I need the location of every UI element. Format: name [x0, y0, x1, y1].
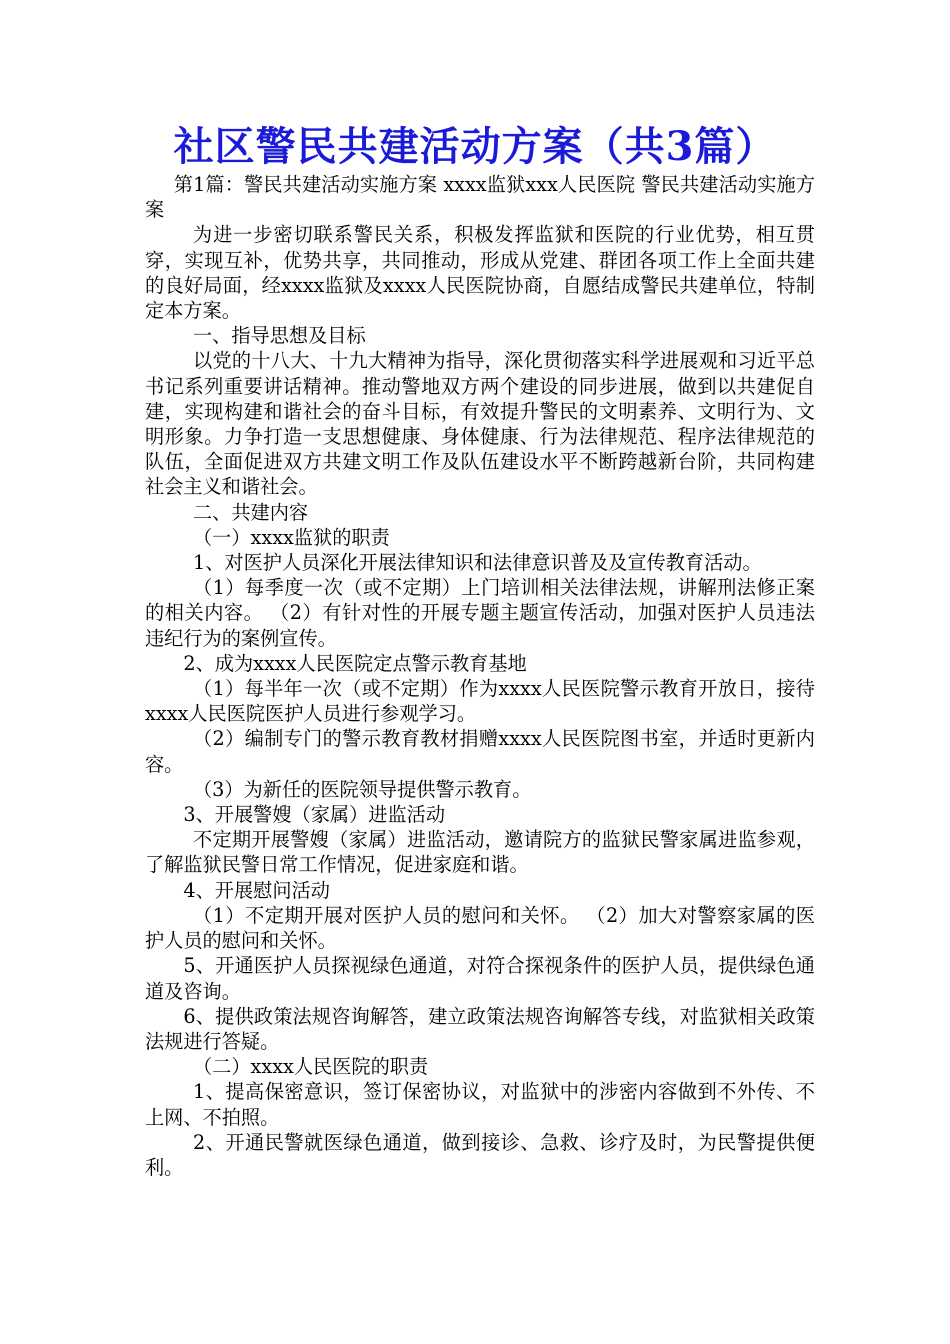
document-body — [145, 172, 815, 1180]
list-item: 2、开通民警就医绿色通道，做到接诊、急救、诊疗及时，为民警提供便利。 — [145, 1130, 815, 1179]
paragraph: 以党的十八大、十九大精神为指导，深化贯彻落实科学进展观和习近平总书记系列重要讲话精神。推动警地双方两个建设的同步进展，做到以共建促自建，实现构建和谐社会的奋斗目标，有效提升警民的文明素养、文明行为、文明形象。力争打造一支思想健康、身体健康、行为法律规范、程序法律规范的队伍，全面促进双方共建文明工作及队伍建设水平不断跨越新台阶，共同构建社会主义和谐社会。 — [145, 349, 815, 499]
paragraph: 为进一步密切联系警民关系，积极发挥监狱和医院的行业优势，相互贯穿，实现互补，优势共享，共同推动，形成从党建、群团各项工作上全面共建的良好局面，经xxxx监狱及xxxx人民医院协商，自愿结成警民共建单位，特制定本方案。 — [145, 223, 815, 323]
document-title: 社区警民共建活动方案（共3篇） — [173, 123, 777, 170]
list-item: 6、提供政策法规咨询解答，建立政策法规咨询解答专线，对监狱相关政策法规进行答疑。 — [145, 1004, 815, 1053]
list-item: （1）每半年一次（或不定期）作为xxxx人民医院警示教育开放日，接待xxxx人民医院医护人员进行参观学习。 — [145, 677, 815, 726]
list-item: 1、提高保密意识，签订保密协议，对监狱中的涉密内容做到不外传、不上网、不拍照。 — [145, 1080, 815, 1129]
subsection-heading: （二）xxxx人民医院的职责 — [193, 1055, 429, 1079]
list-item: （3）为新任的医院领导提供警示教育。 — [193, 777, 532, 801]
list-item: 1、对医护人员深化开展法律知识和法律意识普及及宣传教育活动。 — [193, 551, 762, 575]
list-item: （1）不定期开展对医护人员的慰问和关怀。 （2）加大对警察家属的医护人员的慰问和关怀。 — [145, 903, 815, 953]
list-item: （1）每季度一次（或不定期）上门培训相关法律法规，讲解刑法修正案的相关内容。 （2）有针对性的开展专题主题宣传活动，加强对医护人员违法违纪行为的案例宣传。 — [145, 576, 815, 650]
list-item: 不定期开展警嫂（家属）进监活动，邀请院方的监狱民警家属进监参观，了解监狱民警日常工作情况，促进家庭和谐。 — [145, 828, 815, 877]
subsection-heading: （一）xxxx监狱的职责 — [193, 525, 390, 549]
section-heading: 一、指导思想及目标 — [193, 324, 366, 348]
list-item: 5、开通医护人员探视绿色通道，对符合探视条件的医护人员，提供绿色通道及咨询。 — [145, 954, 815, 1003]
list-item: 3、开展警嫂（家属）进监活动 — [183, 803, 446, 827]
list-item: 2、成为xxxx人民医院定点警示教育基地 — [183, 651, 527, 675]
paragraph: 第1篇：警民共建活动实施方案 xxxx监狱xxx人民医院 警民共建活动实施方案 — [145, 173, 815, 222]
section-heading: 二、共建内容 — [193, 500, 309, 524]
list-item: 4、开展慰问活动 — [183, 878, 330, 902]
list-item: （2）编制专门的警示教育教材捐赠xxxx人民医院图书室，并适时更新内容。 — [145, 727, 815, 776]
